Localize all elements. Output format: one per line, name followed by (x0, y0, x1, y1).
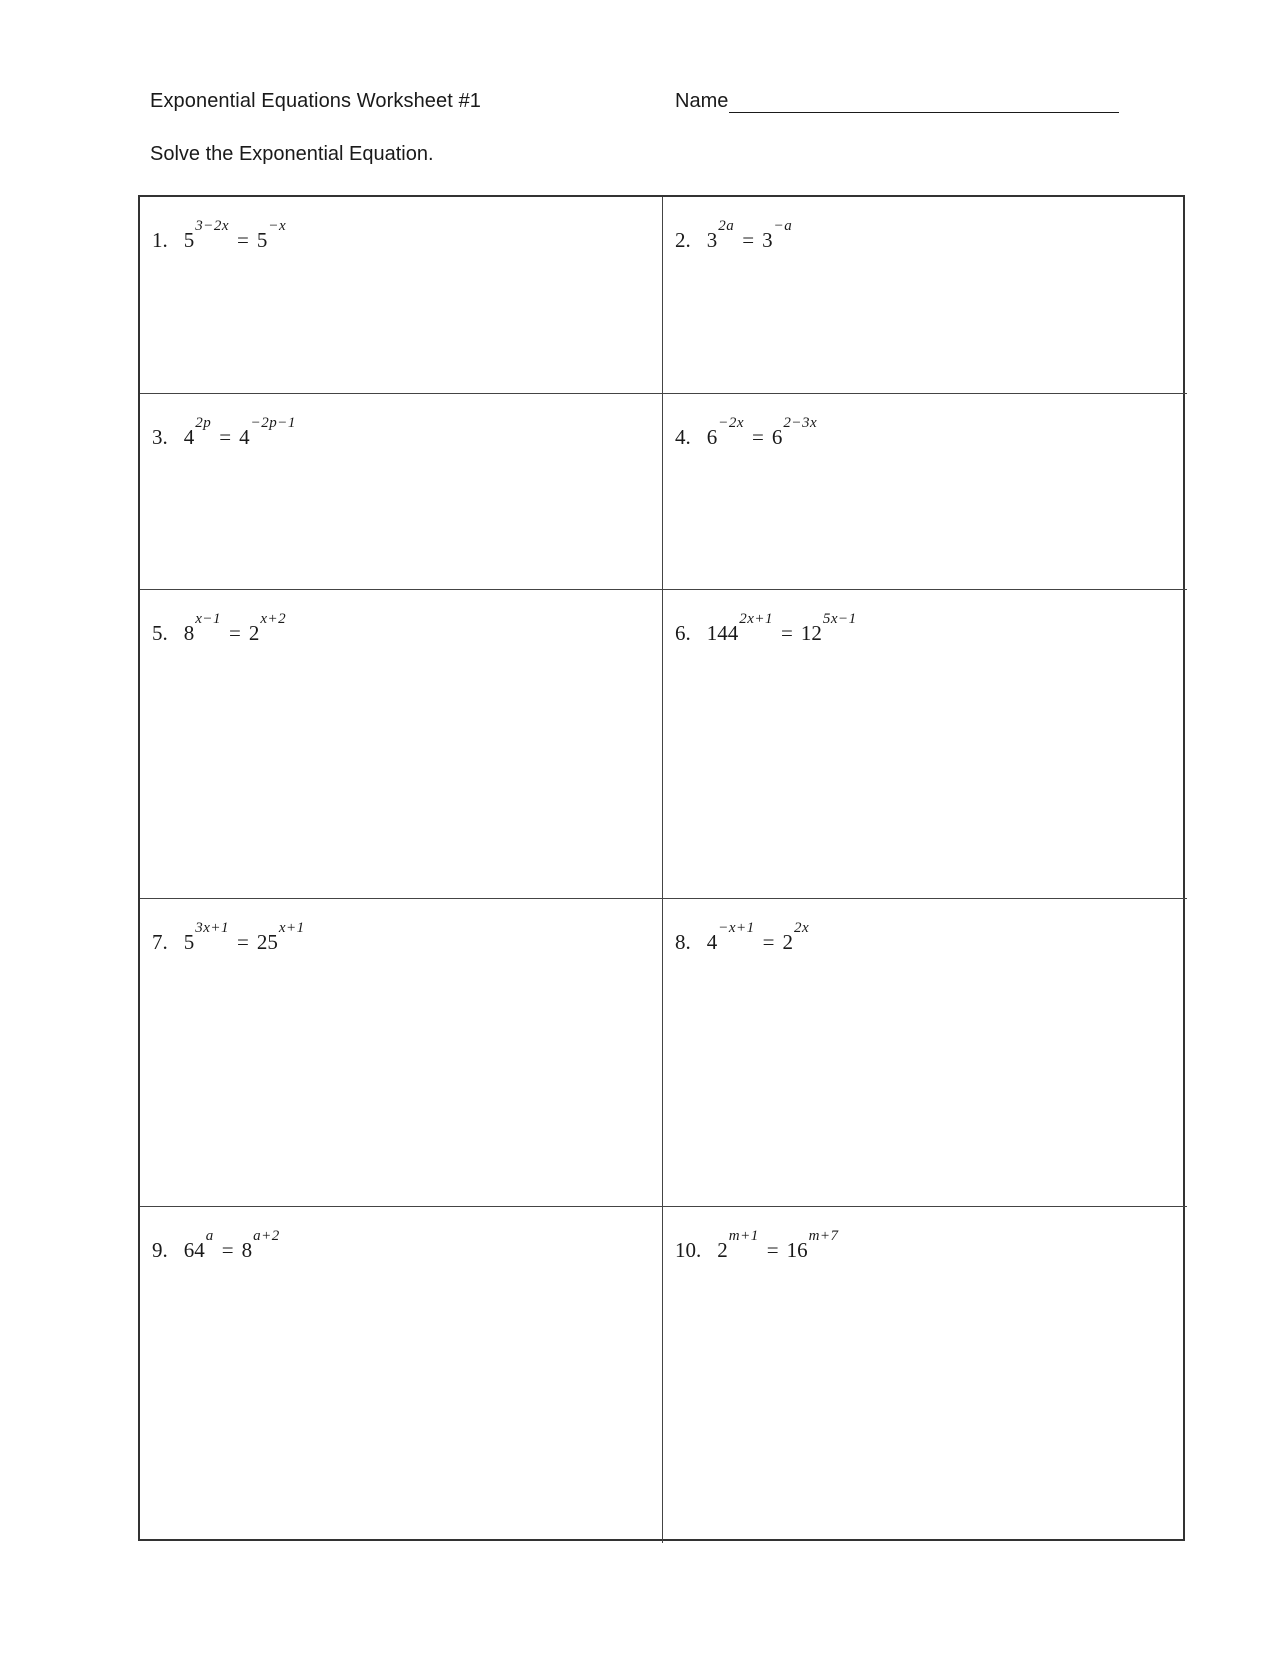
rhs-base: 2 (248, 621, 260, 645)
rhs-base: 8 (241, 1238, 253, 1262)
rhs-base: 2 (782, 930, 793, 954)
problem-cell-3[interactable] (140, 394, 663, 590)
problem-10 (675, 1228, 839, 1263)
equals-sign: = (742, 228, 755, 252)
lhs-exponent: 3x+1 (195, 920, 230, 936)
lhs-base: 64 (183, 1238, 205, 1262)
name-blank-line[interactable] (729, 92, 1119, 113)
problem-4 (675, 415, 818, 450)
lhs-exponent: 2a (718, 218, 735, 234)
rhs-exponent: x+1 (278, 920, 305, 936)
lhs-base: 4 (706, 930, 718, 954)
problem-cell-8[interactable] (663, 899, 1187, 1207)
rhs-exponent: x+2 (260, 611, 287, 627)
problem-number: 8. (675, 930, 691, 954)
rhs-base: 6 (771, 425, 783, 449)
equals-sign: = (237, 228, 249, 252)
lhs-exponent: −x+1 (718, 920, 755, 936)
problem-number: 7. (152, 930, 168, 954)
problem-1 (152, 218, 287, 253)
equals-sign: = (229, 621, 241, 645)
problem-number: 9. (152, 1238, 168, 1262)
lhs-base: 5 (183, 930, 195, 954)
worksheet-title: Exponential Equations Worksheet #1 (150, 90, 482, 112)
rhs-base: 16 (786, 1238, 808, 1262)
rhs-exponent: 5x−1 (822, 611, 857, 627)
equals-sign: = (219, 425, 232, 449)
rhs-exponent: 2−3x (783, 415, 818, 431)
rhs-base: 25 (256, 930, 278, 954)
instructions: Solve the Exponential Equation. (150, 143, 434, 165)
rhs-exponent: 2x (794, 920, 810, 936)
lhs-exponent: a (205, 1228, 214, 1244)
problem-cell-7[interactable] (140, 899, 663, 1207)
equals-sign: = (237, 930, 249, 954)
rhs-base: 5 (256, 228, 268, 252)
problem-9 (152, 1228, 280, 1263)
problem-cell-4[interactable] (663, 394, 1187, 590)
problem-cell-9[interactable] (140, 1207, 663, 1543)
equals-sign: = (752, 425, 764, 449)
problem-number: 5. (152, 621, 168, 645)
problem-8 (675, 920, 810, 955)
problem-number: 4. (675, 425, 691, 449)
rhs-exponent: −2p−1 (250, 415, 296, 431)
problem-6 (675, 611, 857, 646)
lhs-exponent: −2x (718, 415, 745, 431)
lhs-exponent: 3−2x (195, 218, 230, 234)
problem-5 (152, 611, 287, 646)
problem-cell-1[interactable] (140, 197, 663, 394)
equals-sign: = (762, 930, 775, 954)
rhs-base: 3 (762, 228, 773, 252)
lhs-base: 3 (706, 228, 718, 252)
problem-grid (138, 195, 1185, 1541)
problem-cell-6[interactable] (663, 590, 1187, 899)
equals-sign: = (221, 1238, 234, 1262)
problem-number: 6. (675, 621, 691, 645)
lhs-exponent: 2x+1 (739, 611, 774, 627)
name-field[interactable] (675, 90, 1119, 113)
problem-3 (152, 415, 296, 450)
lhs-base: 2 (717, 1238, 728, 1262)
rhs-exponent: −a (773, 218, 793, 234)
problem-2 (675, 218, 793, 253)
lhs-exponent: 2p (195, 415, 212, 431)
rhs-base: 12 (800, 621, 822, 645)
lhs-base: 144 (706, 621, 739, 645)
lhs-exponent: m+1 (728, 1228, 759, 1244)
problem-cell-5[interactable] (140, 590, 663, 899)
rhs-exponent: m+7 (808, 1228, 839, 1244)
rhs-base: 4 (239, 425, 250, 449)
problem-number: 10. (675, 1238, 702, 1262)
equals-sign: = (781, 621, 793, 645)
lhs-base: 4 (183, 425, 195, 449)
lhs-exponent: x−1 (195, 611, 222, 627)
problem-number: 3. (152, 425, 168, 449)
lhs-base: 8 (183, 621, 195, 645)
problem-number: 2. (675, 228, 691, 252)
lhs-base: 5 (183, 228, 195, 252)
rhs-exponent: a+2 (253, 1228, 280, 1244)
problem-cell-2[interactable] (663, 197, 1187, 394)
name-label: Name (675, 90, 729, 112)
problem-7 (152, 920, 305, 955)
rhs-exponent: −x (268, 218, 287, 234)
lhs-base: 6 (706, 425, 718, 449)
problem-cell-10[interactable] (663, 1207, 1187, 1543)
problem-number: 1. (152, 228, 168, 252)
equals-sign: = (766, 1238, 779, 1262)
